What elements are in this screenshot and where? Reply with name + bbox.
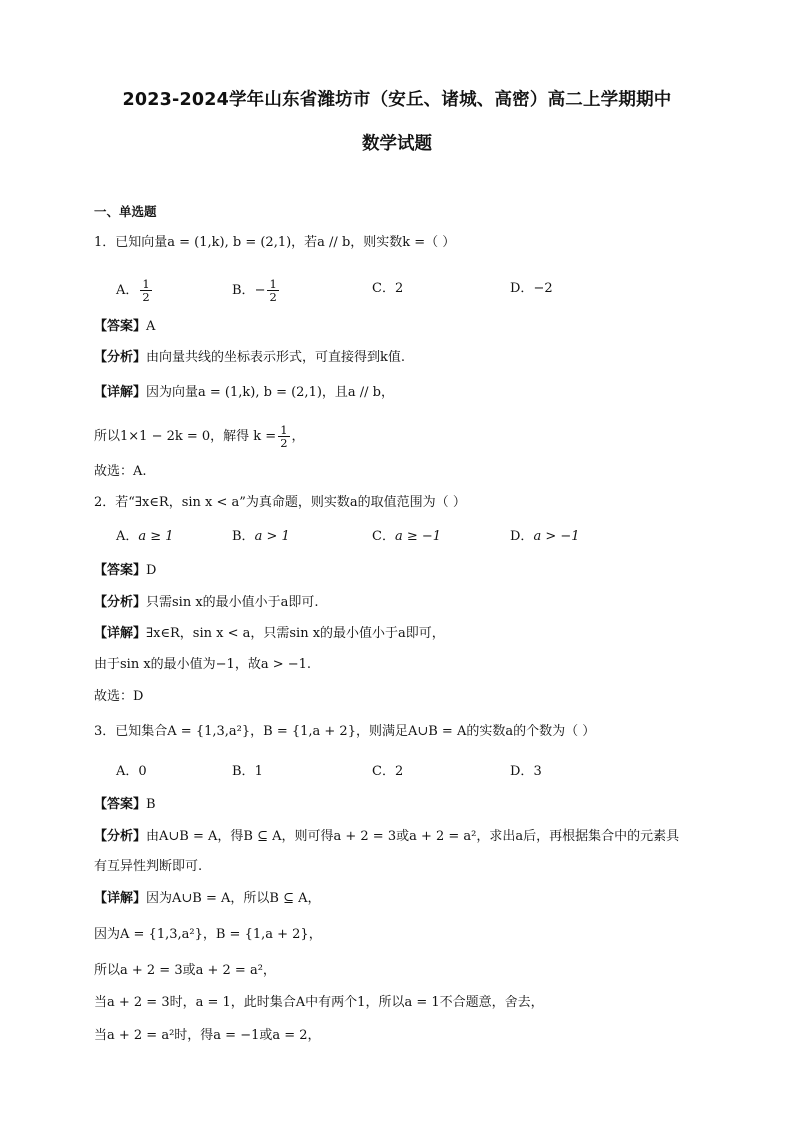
- q1-step1: [94, 424, 305, 449]
- q1-answer: [94, 318, 155, 336]
- q1-option-d: [510, 280, 553, 298]
- q2-option-b-label: B．: [232, 529, 255, 544]
- q2-option-b: [232, 528, 290, 546]
- q3-option-a-text: 0: [138, 764, 147, 779]
- q2-option-b-text: a > 1: [254, 529, 290, 544]
- answer-value: A: [146, 319, 156, 334]
- q3-step4: 当a + 2 = a²时，得a = −1或a = 2，: [94, 1028, 321, 1043]
- fraction-numerator: 1: [142, 277, 150, 291]
- q1-step1-fraction: [278, 424, 289, 449]
- q3-step3: 当a + 2 = 3时，a = 1，此时集合A中有两个1，所以a = 1不合题意，舍去，: [94, 995, 544, 1010]
- q1-option-b-fraction: [267, 278, 278, 303]
- answer-value: B: [146, 797, 156, 812]
- detail-tag: 【详解】: [94, 891, 147, 906]
- q1-option-b-label: B．: [232, 283, 255, 298]
- q2-option-c: [372, 528, 441, 546]
- document-subtitle: 数学试题: [362, 134, 432, 154]
- q3-option-b: [232, 763, 263, 781]
- q2-detail: [94, 625, 445, 643]
- q1-conclusion: 故选：A.: [94, 464, 147, 479]
- q1-option-c-text: 2: [394, 281, 404, 296]
- q2-option-a-label: A．: [116, 529, 139, 544]
- q3-answer: [94, 796, 156, 814]
- q3-option-d-text: 3: [533, 764, 542, 779]
- q3-option-c-text: 2: [394, 764, 404, 779]
- analysis-text: 只需sin x的最小值小于a即可.: [146, 595, 319, 610]
- q1-option-b: [232, 278, 281, 303]
- detail-text: 因为向量a = (1,k), b = (2,1)，且a // b，: [146, 385, 395, 400]
- q1-option-a: [116, 278, 154, 303]
- q3-option-b-text: 1: [254, 764, 263, 779]
- analysis-tag: 【分析】: [94, 829, 147, 844]
- answer-tag: 【答案】: [94, 563, 147, 578]
- answer-tag: 【答案】: [94, 319, 147, 334]
- q3-option-d: [510, 763, 542, 781]
- q2-analysis: [94, 594, 319, 612]
- q3-step1: 因为A = {1,3,a²}，B = {1,a + 2}，: [94, 927, 322, 942]
- q2-option-c-text: a ≥ −1: [394, 529, 442, 544]
- section-heading: 一、单选题: [94, 204, 157, 219]
- analysis-tag: 【分析】: [94, 350, 147, 365]
- q1-detail: [94, 384, 394, 402]
- q3-detail: [94, 890, 321, 908]
- q1-option-d-text: −2: [533, 281, 553, 296]
- q1-option-a-fraction: [140, 278, 151, 303]
- analysis-text: 由A∪B = A，得B ⊆ A，则可得a + 2 = 3或a + 2 = a²，求出a后，再根据集合中的元素具: [146, 829, 680, 844]
- q2-option-d-text: a > −1: [533, 529, 580, 544]
- q2-option-a-text: a ≥ 1: [138, 529, 174, 544]
- analysis-text: 由向量共线的坐标表示形式，可直接得到k值.: [146, 350, 406, 365]
- q3-analysis-line2: 有互异性判断即可.: [94, 859, 203, 874]
- q1-option-b-sign: −: [254, 283, 266, 298]
- q3-option-a: [116, 763, 147, 781]
- q3-stem: 3．已知集合A = {1,3,a²}，B = {1,a + 2}，则满足A∪B = A的实数a的个数为（ ）: [94, 724, 596, 739]
- q1-analysis: [94, 349, 405, 367]
- analysis-tag: 【分析】: [94, 595, 147, 610]
- fraction-numerator: 1: [280, 423, 288, 437]
- q1-option-d-label: D．: [510, 281, 534, 296]
- q1-stem: 1．已知向量a = (1,k), b = (2,1)，若a // b，则实数k =（ ）: [94, 235, 456, 250]
- document-title: 2023-2024学年山东省潍坊市（安丘、诸城、高密）高二上学期期中: [122, 90, 672, 110]
- q3-option-a-label: A．: [116, 764, 139, 779]
- q3-option-d-label: D．: [510, 764, 534, 779]
- fraction-denominator: 2: [269, 290, 277, 304]
- q1-step1-prefix: 所以1×1 − 2k = 0，解得 k =: [94, 429, 277, 444]
- detail-tag: 【详解】: [94, 626, 147, 641]
- fraction-denominator: 2: [142, 290, 150, 304]
- q1-step1-suffix: ，: [291, 429, 305, 444]
- q1-option-c: [372, 280, 403, 298]
- answer-tag: 【答案】: [94, 797, 147, 812]
- q2-stem: 2．若“∃x∈R，sin x < a”为真命题，则实数a的取值范围为（ ）: [94, 495, 466, 510]
- answer-value: D: [146, 563, 157, 578]
- q2-option-d: [510, 528, 580, 546]
- fraction-denominator: 2: [280, 436, 288, 450]
- fraction-numerator: 1: [269, 277, 277, 291]
- q3-option-c-label: C．: [372, 764, 395, 779]
- q1-option-c-label: C．: [372, 281, 395, 296]
- q3-option-c: [372, 763, 403, 781]
- q3-step2: 所以a + 2 = 3或a + 2 = a²，: [94, 963, 276, 978]
- detail-text: ∃x∈R，sin x < a，只需sin x的最小值小于a即可，: [146, 626, 445, 641]
- q2-step1: 由于sin x的最小值为−1，故a > −1.: [94, 657, 312, 672]
- q1-option-a-label: A．: [116, 283, 139, 298]
- q2-conclusion: 故选：D: [94, 689, 144, 704]
- q3-analysis: [94, 828, 679, 846]
- q2-option-d-label: D．: [510, 529, 534, 544]
- q2-answer: [94, 562, 156, 580]
- q2-option-c-label: C．: [372, 529, 395, 544]
- q3-option-b-label: B．: [232, 764, 255, 779]
- detail-tag: 【详解】: [94, 385, 147, 400]
- detail-text: 因为A∪B = A，所以B ⊆ A，: [146, 891, 321, 906]
- q2-option-a: [116, 528, 174, 546]
